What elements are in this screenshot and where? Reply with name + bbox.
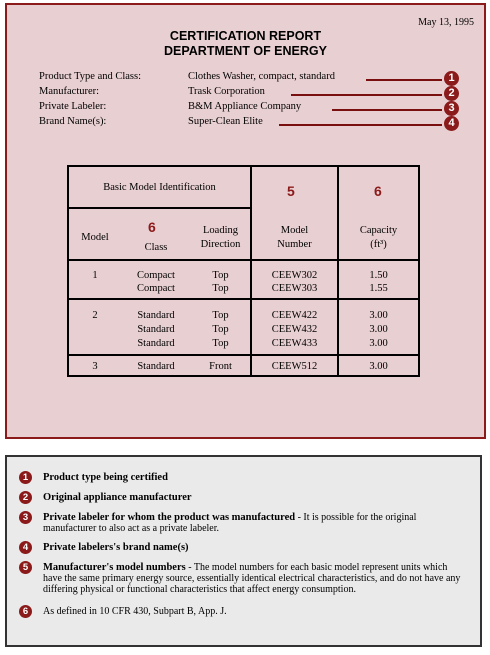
class-cell: Standard: [137, 310, 175, 321]
marker-6-icon: 6: [148, 219, 156, 235]
marker-6-icon: 6: [374, 183, 382, 199]
legend-description: - It is possible for the original manufacturer to also act as a private labeler.: [43, 512, 417, 534]
legend-title: Product type being certified: [43, 472, 168, 483]
model-number-cell: CEEW433: [271, 338, 318, 349]
info-label: Brand Name(s):: [39, 116, 107, 127]
info-value: B&M Appliance Company: [188, 101, 302, 112]
direction-cell: Top: [212, 283, 229, 294]
model-cell: 1: [92, 270, 98, 281]
group-header: Basic Model Identification: [103, 182, 216, 193]
capacity-cell: 1.50: [369, 270, 388, 281]
legend-panel: [5, 455, 482, 647]
direction-cell: Top: [212, 310, 229, 321]
certification-report-panel: [5, 3, 486, 439]
class-cell: Standard: [137, 361, 175, 372]
info-value: Trask Corporation: [188, 86, 265, 97]
class-cell: Standard: [137, 324, 175, 335]
model-number-cell: CEEW302: [271, 270, 318, 281]
info-label: Manufacturer:: [39, 86, 100, 97]
marker-4-icon: 4: [19, 541, 32, 554]
legend-description: As defined in 10 CFR 430, Subpart B, App. J.: [43, 606, 227, 617]
info-value: Super-Clean Elite: [188, 116, 263, 127]
table-divider: [69, 207, 250, 209]
model-number-cell: CEEW432: [271, 324, 318, 335]
info-label: Private Labeler:: [39, 101, 107, 112]
class-cell: Standard: [137, 338, 175, 349]
direction-cell: Top: [212, 270, 229, 281]
capacity-cell: 3.00: [369, 338, 388, 349]
marker-2-icon: 2: [19, 491, 32, 504]
direction-cell: Top: [212, 324, 229, 335]
direction-cell: Top: [212, 338, 229, 349]
model-table: [67, 165, 420, 377]
class-cell: Compact: [137, 283, 175, 294]
legend-title: Private labeler for whom the product was manufactured: [43, 512, 296, 523]
marker-6-icon: 6: [19, 605, 32, 618]
col-header-direction: Direction: [200, 239, 241, 250]
info-value: Clothes Washer, compact, standard: [188, 71, 335, 82]
capacity-cell: 3.00: [369, 361, 388, 372]
class-cell: Compact: [137, 270, 175, 281]
marker-1-icon: 1: [444, 71, 459, 86]
leader-line: [366, 79, 442, 81]
col-header-model-number: Model: [280, 225, 309, 236]
capacity-cell: 3.00: [369, 324, 388, 335]
model-number-cell: CEEW422: [271, 310, 318, 321]
direction-cell: Front: [209, 361, 232, 372]
model-cell: 2: [92, 310, 98, 321]
capacity-cell: 1.55: [369, 283, 388, 294]
model-cell: 3: [92, 361, 98, 372]
col-header-number: Number: [277, 239, 312, 250]
marker-3-icon: 3: [444, 101, 459, 116]
legend-description: - The model numbers for each basic model represent units which have the same primary energy source, essentially identical electrical characteristics, and do not have any differing physical or functional characteristics that affect energy consumption.: [43, 562, 461, 595]
marker-5-icon: 5: [19, 561, 32, 574]
table-divider: [69, 354, 418, 356]
table-divider: [69, 259, 418, 261]
info-label: Product Type and Class:: [39, 71, 142, 82]
col-header-loading: Loading: [203, 225, 238, 236]
leader-line: [291, 94, 442, 96]
report-subtitle: DEPARTMENT OF ENERGY: [164, 44, 327, 58]
marker-4-icon: 4: [444, 116, 459, 131]
capacity-cell: 3.00: [369, 310, 388, 321]
leader-line: [279, 124, 442, 126]
marker-1-icon: 1: [19, 471, 32, 484]
marker-3-icon: 3: [19, 511, 32, 524]
col-header-capacity: Capacity: [359, 225, 398, 236]
col-header-class: Class: [144, 242, 168, 253]
col-header-model: Model: [81, 232, 109, 243]
col-header-capacity-unit: (ft³): [370, 239, 387, 250]
legend-title: Original appliance manufacturer: [43, 492, 192, 503]
model-number-cell: CEEW512: [271, 361, 318, 372]
legend-title: Private labelers's brand name(s): [43, 542, 189, 553]
leader-line: [332, 109, 442, 111]
legend-title: Manufacturer's model numbers: [43, 562, 186, 573]
marker-2-icon: 2: [444, 86, 459, 101]
report-title: CERTIFICATION REPORT: [169, 29, 322, 43]
report-date: May 13, 1995: [418, 17, 474, 28]
model-number-cell: CEEW303: [271, 283, 318, 294]
table-divider: [69, 298, 418, 300]
marker-5-icon: 5: [287, 183, 295, 199]
